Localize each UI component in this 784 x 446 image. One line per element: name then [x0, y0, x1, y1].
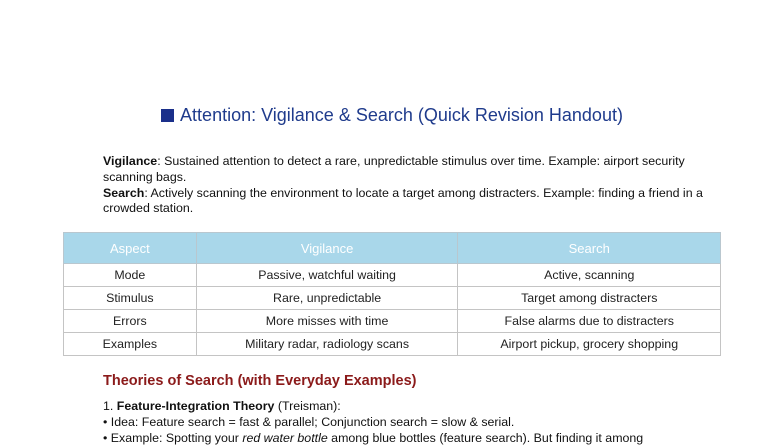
theory-example: [103, 431, 723, 446]
table-row: [64, 264, 721, 287]
table-cell: False alarms due to distracters: [458, 310, 721, 333]
example-prefix: • Example: Spotting your: [103, 430, 243, 445]
table-cell: More misses with time: [196, 310, 458, 333]
theory-item-1: [103, 399, 723, 415]
table-row: [64, 333, 721, 356]
theories-block: [103, 399, 723, 446]
table-row: [64, 287, 721, 310]
theory-number: 1.: [103, 399, 117, 413]
table-cell: Examples: [64, 333, 197, 356]
example-suffix: among blue bottles (feature search). But finding it among: [327, 430, 644, 445]
table-cell: Airport pickup, grocery shopping: [458, 333, 721, 356]
search-definition: [103, 186, 703, 218]
table-cell: Errors: [64, 310, 197, 333]
table-header-row: [64, 233, 721, 264]
search-text: : Actively scanning the environment to locate a target among distracters. Example: finding a friend in a crowded station.: [103, 185, 703, 216]
header-aspect: Aspect: [64, 233, 197, 264]
title-square-icon: [161, 109, 174, 122]
handout-title: [0, 103, 784, 127]
table-cell: Military radar, radiology scans: [196, 333, 458, 356]
table-row: [64, 310, 721, 333]
example-emphasis: red water bottle: [242, 430, 328, 445]
definitions-block: [103, 154, 703, 217]
theory-title: Feature-Integration Theory: [116, 399, 275, 413]
table-cell: Passive, watchful waiting: [196, 264, 458, 287]
theory-author: (Treisman):: [274, 399, 341, 413]
theory-idea: • Idea: Feature search = fast & parallel; Conjunction search = slow & serial.: [103, 414, 515, 429]
header-search: Search: [458, 233, 721, 264]
title-text: Attention: Vigilance & Search (Quick Revision Handout): [180, 105, 623, 125]
header-vigilance: Vigilance: [196, 233, 458, 264]
table-cell: Mode: [64, 264, 197, 287]
vigilance-definition: [103, 154, 703, 186]
vigilance-text: : Sustained attention to detect a rare, unpredictable stimulus over time. Example: airport security scanning bags.: [103, 154, 685, 184]
table-cell: Stimulus: [64, 287, 197, 310]
table-cell: Target among distracters: [458, 287, 721, 310]
table-cell: Active, scanning: [458, 264, 721, 287]
comparison-table: [63, 232, 721, 356]
table-cell: Rare, unpredictable: [196, 287, 458, 310]
search-term: Search: [103, 185, 145, 200]
theories-heading: Theories of Search (with Everyday Examples): [103, 373, 417, 389]
vigilance-term: Vigilance: [103, 154, 158, 168]
